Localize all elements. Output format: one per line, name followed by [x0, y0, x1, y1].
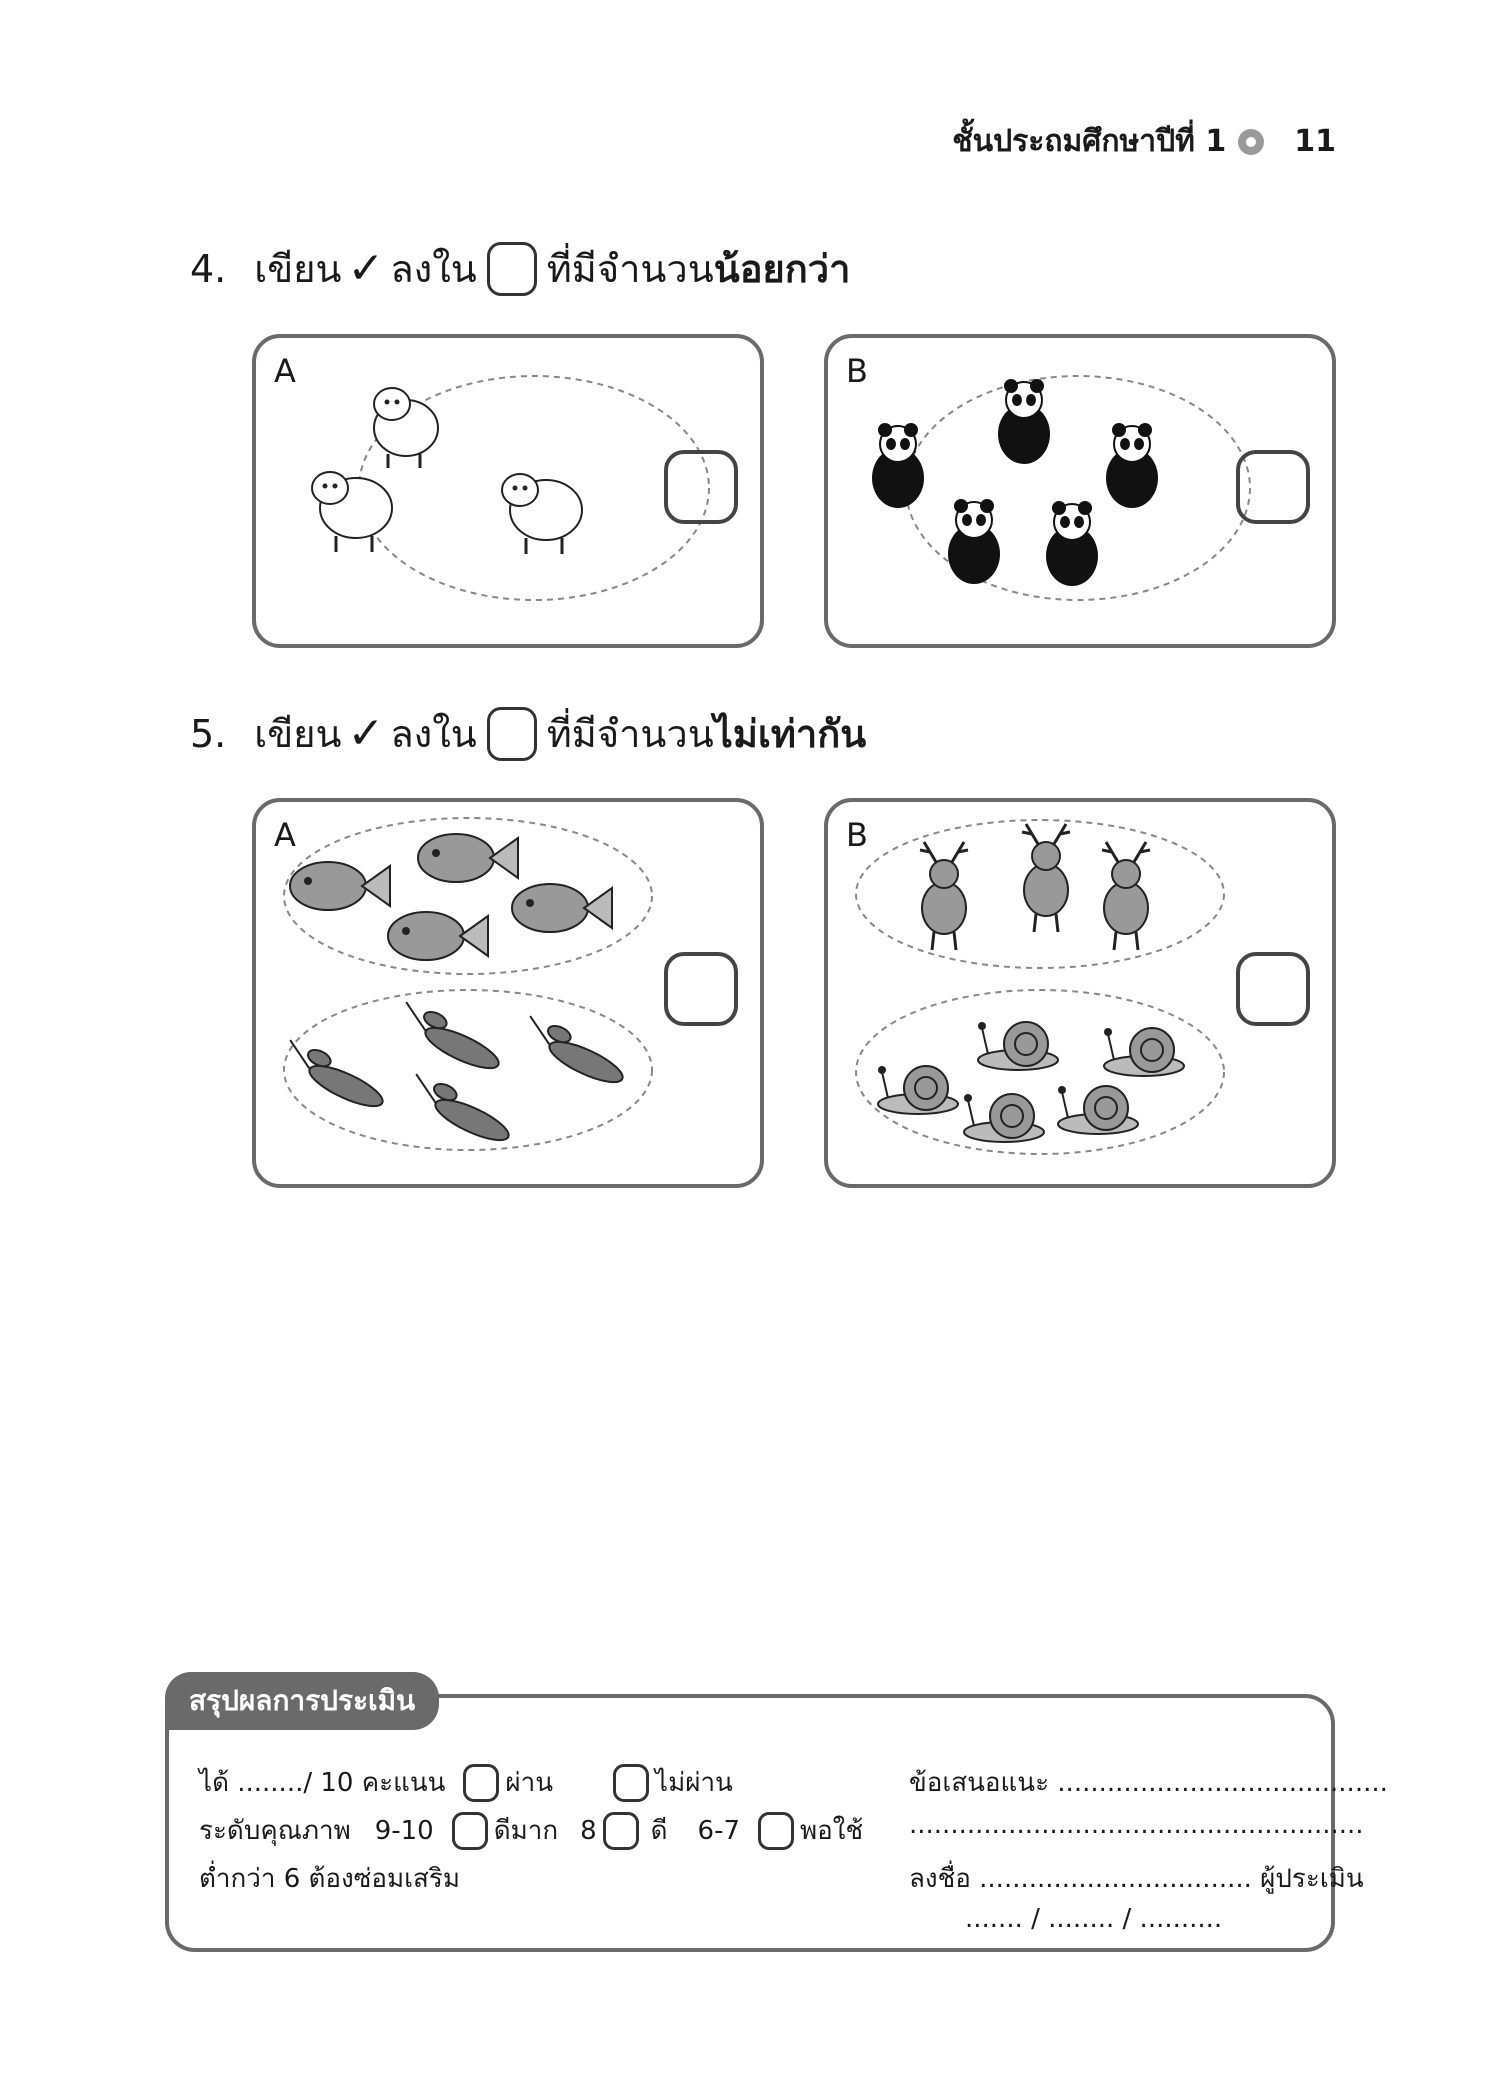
- quality-label: ระดับคุณภาพ: [199, 1816, 351, 1846]
- snail-icon: [878, 1066, 958, 1114]
- page-number: 11: [1294, 124, 1336, 159]
- sign-row: [909, 1858, 1364, 1899]
- fish-icon: [512, 884, 612, 932]
- question-4: [190, 238, 850, 299]
- fail-label: ไม่ผ่าน: [655, 1768, 733, 1798]
- suggestion-row: [909, 1762, 1388, 1803]
- deer-icon: [1022, 824, 1070, 932]
- fail-checkbox[interactable]: [613, 1764, 649, 1802]
- level-range: 9-10: [374, 1815, 434, 1846]
- panel-label: B: [846, 352, 868, 390]
- score-row: [199, 1762, 733, 1803]
- answer-checkbox-q4-b[interactable]: [1236, 450, 1310, 524]
- instruction-text: ที่มีจำนวน: [546, 247, 714, 291]
- deer-icon: [1102, 842, 1150, 950]
- sign-label: ลงชื่อ ................................. ผู้ประเมิน: [909, 1864, 1364, 1894]
- fish-icon: [388, 912, 488, 960]
- remedial-row: [199, 1858, 460, 1899]
- answer-checkbox-q4-a[interactable]: [664, 450, 738, 524]
- question-number: 5.: [190, 711, 227, 756]
- instruction-emphasis: ไม่เท่ากัน: [713, 712, 867, 756]
- instruction-text: ลงใน: [390, 247, 477, 291]
- suggestion-dots: .......................................................: [909, 1810, 1364, 1840]
- level-fair-checkbox[interactable]: [758, 1812, 794, 1850]
- sheep-icon: [374, 388, 438, 468]
- remedial-text: ต่ำกว่า 6 ต้องซ่อมเสริม: [199, 1864, 460, 1894]
- instruction-text: เขียน: [254, 247, 342, 291]
- crayfish-icon: [393, 999, 507, 1075]
- ring-icon: [1238, 129, 1264, 155]
- crayfish-icon: [277, 1037, 391, 1113]
- assessment-summary: [165, 1684, 1388, 1952]
- instruction-text: ลงใน: [390, 712, 477, 756]
- summary-title: สรุปผลการประเมิน: [165, 1672, 439, 1730]
- deer-icon: [920, 842, 968, 950]
- level-range: 6-7: [697, 1815, 741, 1846]
- panel-label: A: [274, 352, 296, 390]
- level-excellent-checkbox[interactable]: [452, 1812, 488, 1850]
- checkmark-icon: ✓: [347, 243, 385, 294]
- q4-panel-b: [824, 334, 1336, 648]
- panda-icon: [998, 379, 1050, 464]
- question-number: 4.: [190, 246, 227, 291]
- level-label: ดี: [650, 1816, 668, 1846]
- suggestion-label: ข้อเสนอแนะ ........................................: [909, 1768, 1388, 1798]
- answer-checkbox-q5-b[interactable]: [1236, 952, 1310, 1026]
- instruction-emphasis: น้อยกว่า: [713, 247, 851, 291]
- box-icon: [487, 707, 537, 761]
- score-text: ได้ ......../ 10 คะแนน: [199, 1768, 446, 1798]
- panel-label: A: [274, 816, 296, 854]
- panda-icon: [1106, 423, 1158, 508]
- snail-icon: [1058, 1086, 1138, 1134]
- checkmark-icon: ✓: [347, 708, 385, 759]
- pass-label: ผ่าน: [505, 1768, 553, 1798]
- pass-checkbox[interactable]: [463, 1764, 499, 1802]
- date-row: [965, 1904, 1222, 1934]
- box-icon: [487, 242, 537, 296]
- suggestion-line: [909, 1810, 1364, 1840]
- instruction-text: เขียน: [254, 712, 342, 756]
- snail-icon: [978, 1022, 1058, 1070]
- q5-panel-a: [252, 798, 764, 1188]
- q5-panel-b: [824, 798, 1336, 1188]
- question-5: [190, 703, 866, 764]
- page-header: [952, 118, 1336, 165]
- snail-icon: [1104, 1028, 1184, 1076]
- quality-row: [199, 1810, 863, 1851]
- panda-icon: [948, 499, 1000, 584]
- instruction-text: ที่มีจำนวน: [546, 712, 714, 756]
- level-label: ดีมาก: [493, 1816, 559, 1846]
- sheep-icon: [502, 474, 582, 554]
- panda-icon: [1046, 501, 1098, 586]
- fish-icon: [418, 834, 518, 882]
- crayfish-icon: [517, 1013, 631, 1089]
- snail-icon: [964, 1094, 1044, 1142]
- crayfish-icon: [403, 1071, 517, 1147]
- q4-panel-a: [252, 334, 764, 648]
- answer-checkbox-q5-a[interactable]: [664, 952, 738, 1026]
- panel-label: B: [846, 816, 868, 854]
- grade-label: ชั้นประถมศึกษาปีที่ 1: [952, 124, 1227, 159]
- date-line: ....... / ........ / ..........: [965, 1904, 1223, 1934]
- panda-icon: [872, 423, 924, 508]
- level-good-checkbox[interactable]: [603, 1812, 639, 1850]
- level-label: พอใช้: [800, 1816, 864, 1846]
- fish-icon: [290, 862, 390, 910]
- level-range: 8: [580, 1815, 597, 1846]
